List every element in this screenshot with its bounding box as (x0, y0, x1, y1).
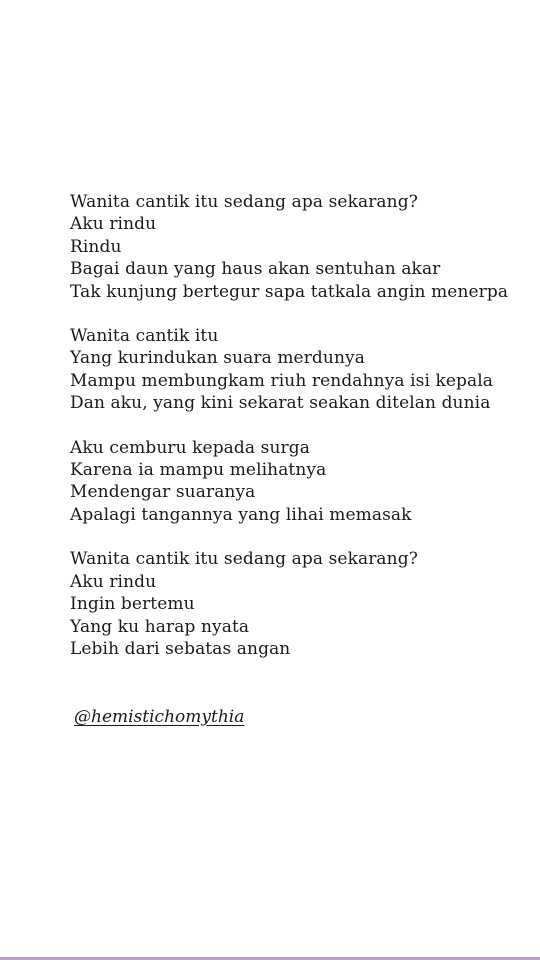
poem-line: Rindu (70, 236, 122, 257)
poem-line: Wanita cantik itu sedang apa sekarang? (70, 549, 418, 570)
poem-line: Karena ia mampu melihatnya (70, 460, 327, 481)
poem-line: Aku cemburu kepada surga (70, 437, 310, 458)
stanza-1 (70, 191, 520, 303)
stanza-3 (70, 437, 520, 527)
poem-line: Lebih dari sebatas angan (70, 638, 291, 659)
poem-line: Aku rindu (70, 214, 157, 235)
poem-line: Mampu membungkam riuh rendahnya isi kepala (70, 370, 494, 391)
mention-link[interactable]: @hemistichomythia (74, 707, 245, 727)
poem-line: Wanita cantik itu (70, 326, 219, 347)
poem (70, 191, 520, 682)
stanza-2 (70, 325, 520, 415)
poem-line: Ingin bertemu (70, 594, 195, 615)
poem-line: Tak kunjung bertegur sapa tatkala angin menerpa (70, 281, 509, 302)
poem-line: Wanita cantik itu sedang apa sekarang? (70, 192, 418, 212)
poem-line: Mendengar suaranya (70, 482, 256, 503)
poem-line: Dan aku, yang kini sekarat seakan ditelan dunia (70, 393, 491, 414)
poem-line: Yang kurindukan suara merdunya (70, 348, 365, 369)
poem-line: Yang ku harap nyata (70, 616, 250, 637)
poem-line: Apalagi tangannya yang lihai memasak (70, 504, 412, 525)
poem-line: Aku rindu (70, 571, 157, 592)
stanza-4 (70, 548, 520, 660)
poem-line: Bagai daun yang haus akan sentuhan akar (70, 259, 441, 280)
